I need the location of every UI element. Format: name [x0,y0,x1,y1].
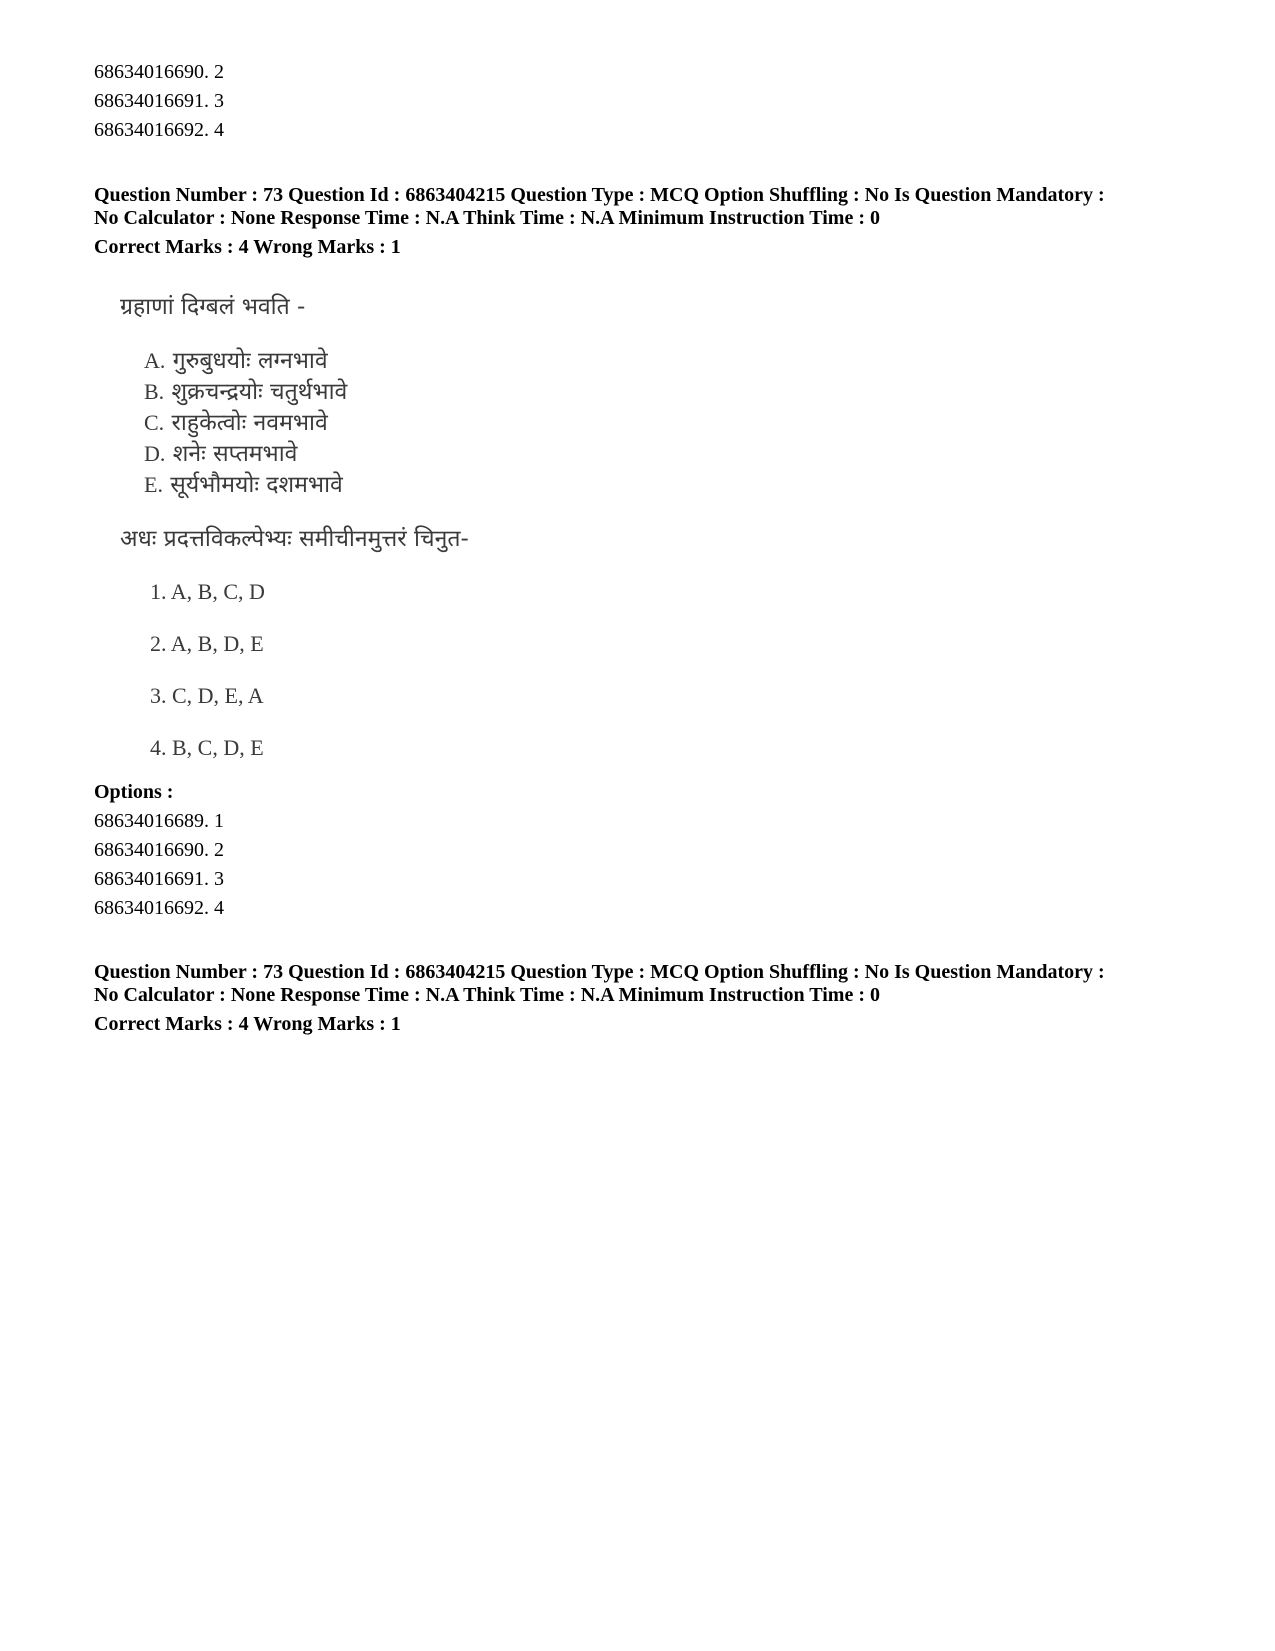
answer-choice: 3. C, D, E, A [150,683,264,708]
statement-text: गुरुबुधयोः लग्नभावे [172,348,328,374]
question-meta-line: No Calculator : None Response Time : N.A Think Time : N.A Minimum Instruction Time : 0 [94,984,880,1006]
statement-b [144,377,347,407]
option-line: 68634016690. 2 [94,839,224,861]
statement-label: B. [144,379,165,404]
options-label: Options : [94,781,174,803]
question-marks: Correct Marks : 4 Wrong Marks : 1 [94,236,401,258]
option-line: 68634016691. 3 [94,868,224,890]
statement-label: C. [144,410,165,435]
option-line: 68634016692. 4 [94,119,224,141]
statement-text: शुक्रचन्द्रयोः चतुर्थभावे [171,379,348,405]
statement-label: E. [144,472,163,497]
question-image [110,288,630,788]
question-meta-line: Question Number : 73 Question Id : 6863404215 Question Type : MCQ Option Shuffling : No Is Question Mandatory : [94,961,1105,983]
question-instruction: अधः प्रदत्तविकल्पेभ्यः समीचीनमुत्तरं चिनुत- [120,526,469,552]
question-marks: Correct Marks : 4 Wrong Marks : 1 [94,1013,401,1035]
option-line: 68634016690. 2 [94,61,224,83]
statement-c [144,408,328,438]
statement-text: शनेः सप्तमभावे [172,441,298,467]
answer-choice: 4. B, C, D, E [150,735,264,760]
statement-a [144,346,328,376]
option-line: 68634016692. 4 [94,897,224,919]
answer-choice: 1. A, B, C, D [150,579,265,604]
question-meta-line: No Calculator : None Response Time : N.A Think Time : N.A Minimum Instruction Time : 0 [94,207,880,229]
question-stem: ग्रहाणां दिग्बलं भवति - [120,294,306,320]
statement-d [144,439,297,469]
answer-choice: 2. A, B, D, E [150,631,264,656]
statement-label: D. [144,441,166,466]
statement-text: राहुकेत्वोः नवमभावे [171,410,328,436]
statement-e [144,470,343,500]
statement-text: सूर्यभौमयोः दशमभावे [170,472,343,498]
option-line: 68634016689. 1 [94,810,224,832]
statement-label: A. [144,348,166,373]
option-line: 68634016691. 3 [94,90,224,112]
question-meta-line: Question Number : 73 Question Id : 6863404215 Question Type : MCQ Option Shuffling : No Is Question Mandatory : [94,184,1105,206]
